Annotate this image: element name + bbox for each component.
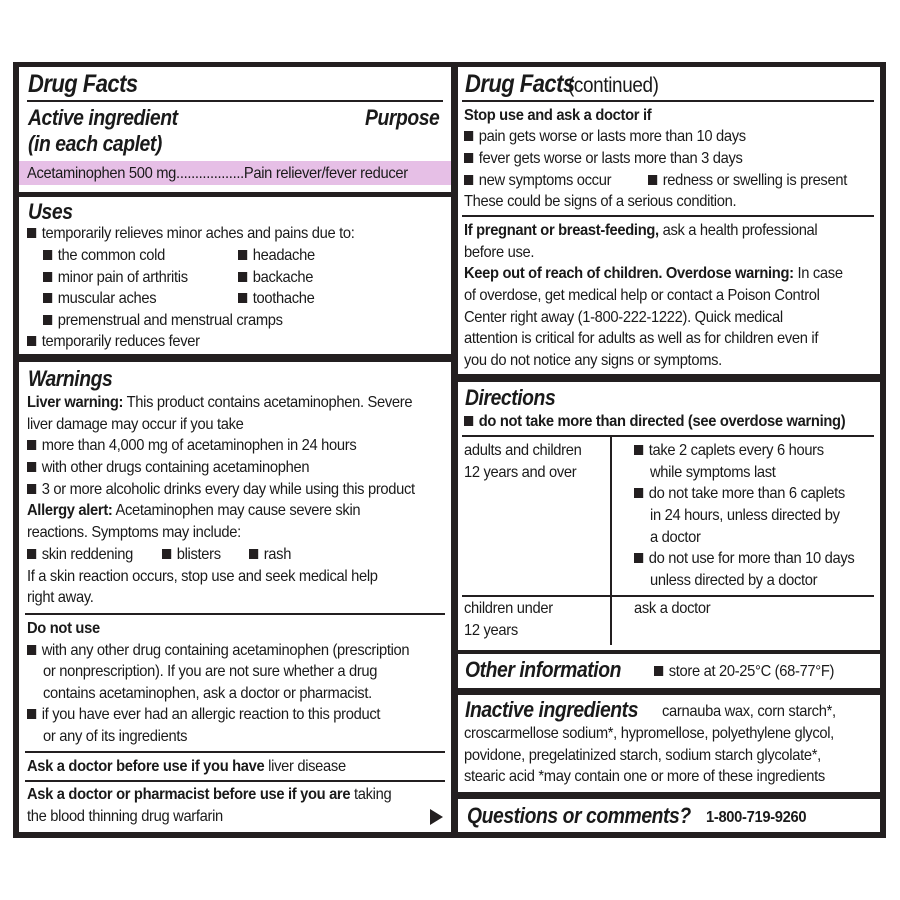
liver-item: 3 or more alcoholic drinks every day while using this product — [27, 479, 415, 501]
stop-use-item: pain gets worse or lasts more than 10 days — [464, 126, 746, 148]
active-ingredient-subheading: (in each caplet) — [28, 131, 162, 156]
uses-subitem: muscular aches — [43, 288, 156, 310]
divider — [25, 613, 445, 615]
bullet-icon — [634, 445, 643, 455]
divider — [25, 780, 445, 782]
divider — [462, 215, 874, 217]
drug-facts-title: Drug Facts — [28, 70, 138, 98]
age-group-cont: 12 years and over — [464, 464, 577, 481]
uses-subitem: premenstrual and menstrual cramps — [43, 310, 283, 332]
other-information-heading: Other information — [465, 657, 622, 682]
bullet-icon — [43, 315, 52, 325]
bullet-icon — [27, 228, 36, 238]
uses-panel — [19, 197, 451, 354]
bullet-icon — [27, 484, 36, 494]
storage-item: store at 20-25°C (68-77°F) — [654, 661, 834, 683]
dosage-item-cont: a doctor — [650, 529, 701, 546]
bullet-icon — [634, 553, 643, 563]
inactive-list-cont: croscarmellose sodium*, hypromellose, polyethylene glycol, — [464, 725, 834, 742]
divider — [27, 100, 443, 102]
warnings-panel — [19, 362, 451, 832]
questions-phone[interactable]: 1-800-719-9260 — [706, 809, 807, 826]
inactive-ingredients-heading: Inactive ingredients — [465, 697, 639, 722]
uses-item: temporarily reduces fever — [27, 331, 200, 353]
active-ingredient-heading: Active ingredient — [28, 105, 178, 130]
age-group: adults and children — [464, 442, 582, 459]
uses-subitem: minor pain of arthritis — [43, 267, 188, 289]
keep-out-warning: Keep out of reach of children. Overdose warning: In case — [464, 265, 843, 282]
bullet-icon — [464, 175, 473, 185]
ask-pharmacist-cont: the blood thinning drug warfarin — [27, 808, 223, 825]
keep-out-warning-cont: you do not notice any signs or symptoms. — [464, 352, 722, 369]
reaction-text: If a skin reaction occurs, stop use and seek medical help — [27, 568, 378, 585]
bullet-icon — [648, 175, 657, 185]
do-not-use-item: if you have ever had an allergic reaction to this product — [27, 704, 380, 726]
bullet-icon — [464, 153, 473, 163]
inactive-list: carnauba wax, corn starch*, — [662, 703, 836, 720]
age-group-cont: 12 years — [464, 622, 518, 639]
continued-title: Drug Facts(continued) — [465, 70, 659, 98]
bullet-icon — [249, 549, 258, 559]
bullet-icon — [238, 272, 247, 282]
purpose-heading: Purpose — [365, 105, 440, 130]
bullet-icon — [162, 549, 171, 559]
bullet-icon — [464, 131, 473, 141]
bullet-icon — [43, 272, 52, 282]
table-divider — [462, 595, 874, 597]
bullet-icon — [634, 488, 643, 498]
inactive-list-cont: povidone, pregelatinized starch, sodium starch glycolate*, — [464, 747, 821, 764]
bullet-icon — [27, 645, 36, 655]
continue-arrow-icon — [430, 809, 443, 825]
do-not-use-item: with any other drug containing acetaminophen (prescription — [27, 640, 409, 662]
keep-out-warning-cont: of overdose, get medical help or contact a Poison Control — [464, 287, 820, 304]
active-ingredient-panel — [19, 67, 451, 192]
bullet-icon — [654, 666, 663, 676]
dosage-item-cont: unless directed by a doctor — [650, 572, 818, 589]
liver-item: with other drugs containing acetaminophen — [27, 457, 309, 479]
do-not-use-item-cont: or any of its ingredients — [43, 728, 188, 745]
directions-panel — [458, 382, 880, 650]
ingredient-name: Acetaminophen 500 mg — [27, 165, 177, 182]
inactive-ingredients-panel — [458, 695, 880, 792]
pregnant-warning: If pregnant or breast-feeding, ask a health professional — [464, 222, 818, 239]
bullet-icon — [238, 293, 247, 303]
bullet-icon — [464, 416, 473, 426]
liver-item: more than 4,000 mg of acetaminophen in 24 hours — [27, 435, 356, 457]
leader-dots: .................. — [176, 165, 244, 182]
bullet-icon — [27, 462, 36, 472]
continued-panel — [458, 67, 880, 374]
bullet-icon — [27, 440, 36, 450]
uses-subitem: the common cold — [43, 245, 165, 267]
dosage-item: do not take more than 6 caplets — [634, 483, 845, 505]
ask-pharmacist: Ask a doctor or pharmacist before use if you are taking — [27, 786, 392, 803]
inactive-first-line — [465, 697, 662, 723]
do-not-use-item-cont: contains acetaminophen, ask a doctor or pharmacist. — [43, 685, 372, 702]
liver-warning: Liver warning: This product contains acetaminophen. Severe — [27, 394, 413, 411]
symptom-item: rash — [249, 544, 291, 566]
uses-item: temporarily relieves minor aches and pains due to: — [27, 223, 355, 245]
dosage-item-cont: in 24 hours, unless directed by — [650, 507, 840, 524]
questions-panel — [458, 799, 880, 832]
directions-heading: Directions — [465, 385, 556, 410]
uses-subitem: toothache — [238, 288, 314, 310]
liver-warning-cont: liver damage may occur if you take — [27, 416, 244, 433]
keep-out-warning-cont: Center right away (1-800-222-1222). Quick medical — [464, 309, 783, 326]
bullet-icon — [238, 250, 247, 260]
dosage-text: ask a doctor — [634, 600, 711, 617]
questions-heading: Questions or comments? — [467, 803, 691, 828]
dosage-item-cont: while symptoms last — [650, 464, 776, 481]
divider — [25, 751, 445, 753]
table-divider — [462, 435, 874, 437]
ask-doctor: Ask a doctor before use if you have liver disease — [27, 758, 346, 775]
bullet-icon — [27, 336, 36, 346]
allergy-alert-cont: reactions. Symptoms may include: — [27, 524, 241, 541]
stop-use-item: new symptoms occur — [464, 170, 611, 192]
keep-out-warning-cont: attention is critical for adults as well as for children even if — [464, 330, 819, 347]
bullet-icon — [43, 250, 52, 260]
dosage-item: take 2 caplets every 6 hours — [634, 440, 824, 462]
symptom-item: skin reddening — [27, 544, 133, 566]
pregnant-warning-cont: before use. — [464, 244, 535, 261]
directions-note: do not take more than directed (see overdose warning) — [464, 411, 845, 433]
dosage-item: do not use for more than 10 days — [634, 548, 854, 570]
uses-heading: Uses — [28, 199, 73, 224]
warnings-heading: Warnings — [28, 366, 113, 391]
uses-subitem: headache — [238, 245, 315, 267]
table-column-divider — [610, 435, 612, 645]
ingredient-purpose: Pain reliever/fever reducer — [243, 165, 408, 182]
bullet-icon — [27, 709, 36, 719]
other-information-panel — [458, 654, 880, 688]
bullet-icon — [43, 293, 52, 303]
age-group: children under — [464, 600, 553, 617]
inactive-list-cont: stearic acid *may contain one or more of these ingredients — [464, 768, 825, 785]
stop-use-note: These could be signs of a serious condition. — [464, 193, 737, 210]
stop-use-heading: Stop use and ask a doctor if — [464, 107, 652, 124]
ingredient-row — [27, 163, 408, 185]
stop-use-item: redness or swelling is present — [648, 170, 847, 192]
allergy-alert: Allergy alert: Acetaminophen may cause severe skin — [27, 502, 361, 519]
do-not-use-heading: Do not use — [27, 620, 100, 637]
bullet-icon — [27, 549, 36, 559]
stop-use-item: fever gets worse or lasts more than 3 days — [464, 148, 743, 170]
uses-subitem: backache — [238, 267, 313, 289]
divider — [462, 100, 874, 102]
do-not-use-item-cont: or nonprescription). If you are not sure whether a drug — [43, 663, 378, 680]
reaction-text-cont: right away. — [27, 589, 94, 606]
symptom-item: blisters — [162, 544, 221, 566]
